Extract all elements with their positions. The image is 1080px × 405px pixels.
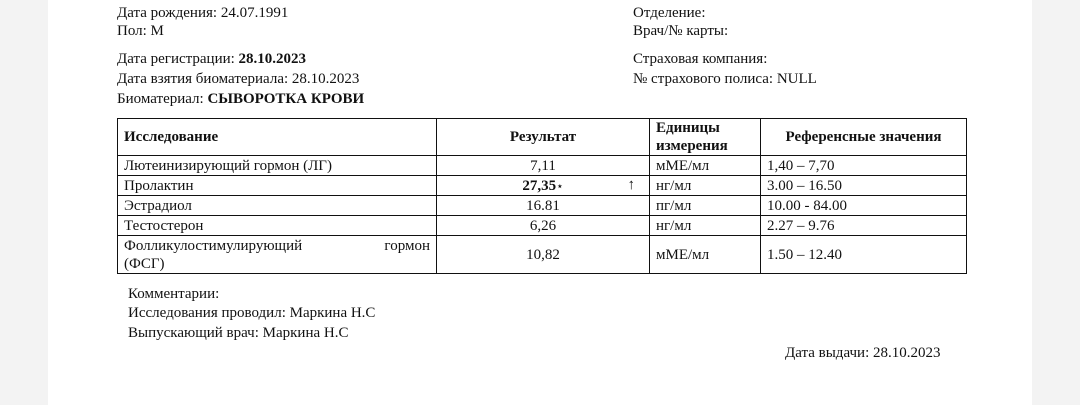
test-result: 7,11 (437, 156, 650, 176)
test-name: Лютеинизирующий гормон (ЛГ) (118, 156, 437, 176)
test-reference: 10.00 - 84.00 (761, 196, 967, 216)
test-reference: 2.27 – 9.76 (761, 216, 967, 236)
test-result: 6,26 (437, 216, 650, 236)
test-units: мМЕ/мл (650, 236, 761, 274)
doctor-card: Врач/№ карты: (633, 23, 729, 39)
issue-date: Дата выдачи: 28.10.2023 (785, 345, 941, 361)
test-name: Эстрадиол (118, 196, 437, 216)
test-units: мМЕ/мл (650, 156, 761, 176)
star-mark-icon: ⋆ (556, 178, 564, 193)
test-result: 10,82 (437, 236, 650, 274)
table-row (118, 156, 967, 176)
table-row (118, 236, 967, 274)
performed-by: Исследования проводил: Маркина Н.С (128, 305, 376, 321)
comments-label: Комментарии: (128, 286, 220, 302)
test-reference: 3.00 – 16.50 (761, 176, 967, 196)
table-row (118, 176, 967, 196)
test-reference: 1,40 – 7,70 (761, 156, 967, 176)
table-row (118, 196, 967, 216)
department: Отделение: (633, 5, 706, 21)
result-value: 27,35 (522, 177, 557, 194)
sample-date: Дата взятия биоматериала: 28.10.2023 (117, 71, 360, 87)
table-header-row (118, 119, 967, 156)
test-name: Фолликулостимулирующий гормон (ФСГ) (118, 236, 437, 274)
test-name: Пролактин (118, 176, 437, 196)
header-name: Исследование (118, 119, 437, 156)
biomaterial: Биоматериал: СЫВОРОТКА КРОВИ (117, 91, 365, 107)
policy-number: № страхового полиса: NULL (633, 71, 817, 87)
test-result (437, 176, 650, 196)
birth-date: Дата рождения: 24.07.1991 (117, 5, 289, 21)
registration-date: Дата регистрации: 28.10.2023 (117, 51, 307, 67)
test-units: нг/мл (650, 216, 761, 236)
results-table (117, 118, 967, 274)
header-units: Единицы измерения (650, 119, 761, 156)
test-reference: 1.50 – 12.40 (761, 236, 967, 274)
insurer: Страховая компания: (633, 51, 768, 67)
arrow-up-icon: ↑ (627, 177, 635, 193)
test-units: пг/мл (650, 196, 761, 216)
test-result: 16.81 (437, 196, 650, 216)
header-result: Результат (437, 119, 650, 156)
header-reference: Референсные значения (761, 119, 967, 156)
issuing-doctor: Выпускающий врач: Маркина Н.С (128, 325, 349, 341)
test-units: нг/мл (650, 176, 761, 196)
table-row (118, 216, 967, 236)
test-name: Тестостерон (118, 216, 437, 236)
sex: Пол: М (117, 23, 164, 39)
